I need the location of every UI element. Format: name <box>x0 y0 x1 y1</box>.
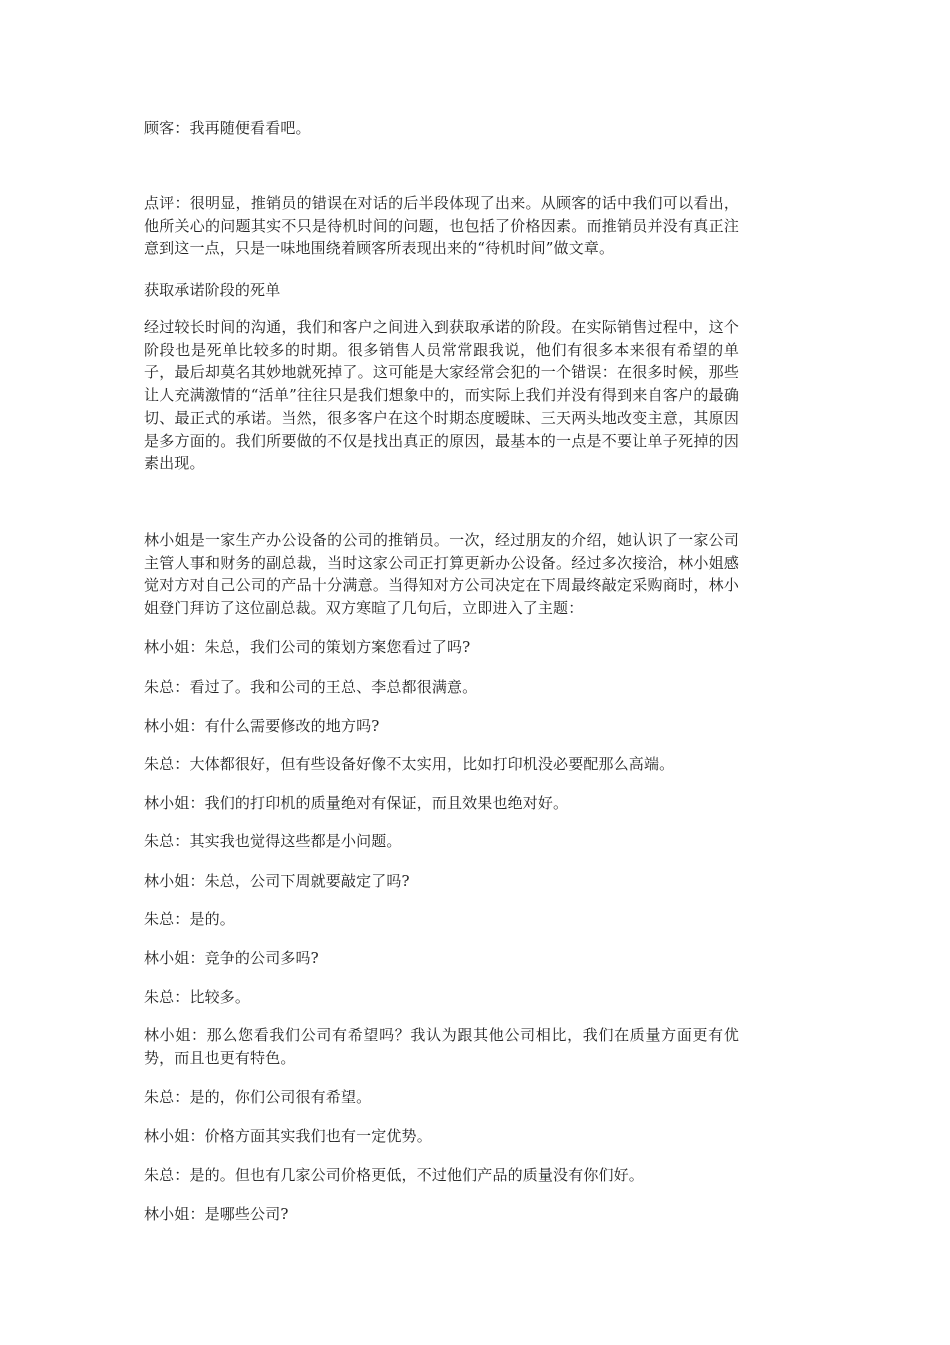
dialogue-line: 朱总：大体都很好，但有些设备好像不太实用，比如打印机没必要配那么高端。 <box>144 755 675 773</box>
dialogue-line: 林小姐：竞争的公司多吗? <box>144 949 319 967</box>
dialogue-line: 朱总：比较多。 <box>144 988 251 1006</box>
dialogue-line: 林小姐：我们的打印机的质量绝对有保证，而且效果也绝对好。 <box>144 794 569 812</box>
dialogue-line: 朱总：看过了。我和公司的王总、李总都很满意。 <box>144 678 478 696</box>
dialogue-line: 朱总：是的。 <box>144 910 235 928</box>
dialogue-line: 林小姐：有什么需要修改的地方吗? <box>144 717 380 735</box>
dialogue-line: 林小姐：朱总，公司下周就要敲定了吗? <box>144 872 410 890</box>
dialogue-line: 林小姐：那么您看我们公司有希望吗？我认为跟其他公司相比，我们在质量方面更有优势，而且也更有特色。 <box>144 1026 739 1067</box>
body-paragraph: 经过较长时间的沟通，我们和客户之间进入到获取承诺的阶段。在实际销售过程中，这个阶段也是死单比较多的时期。很多销售人员常常跟我说，他们有很多本来很有希望的单子，最后却莫名其妙地就死掉了。这可能是大家经常会犯的一个错误：在很多时候，那些让人充满激情的“活单”往往只是我们想象中的，而实际上我们并没有得到来自客户的最确切、最正式的承诺。当然，很多客户在这个时期态度暧昧、三天两头地改变主意，其原因是多方面的。我们所要做的不仅是找出真正的原因，最基本的一点是不要让单子死掉的因素出现。 <box>144 318 739 473</box>
dialogue-line: 朱总：其实我也觉得这些都是小问题。 <box>144 832 402 850</box>
dialogue-line: 朱总：是的，你们公司很有希望。 <box>144 1088 372 1106</box>
dialogue-line: 林小姐：价格方面其实我们也有一定优势。 <box>144 1127 432 1145</box>
commentary-paragraph: 点评：很明显，推销员的错误在对话的后半段体现了出来。从顾客的话中我们可以看出，他所关心的问题其实不只是待机时间的问题，也包括了价格因素。而推销员并没有真正注意到这一点，只是一味地围绕着顾客所表现出来的“待机时间”做文章。 <box>144 194 739 258</box>
case-intro-paragraph: 林小姐是一家生产办公设备的公司的推销员。一次，经过朋友的介绍，她认识了一家公司主管人事和财务的副总裁，当时这家公司正打算更新办公设备。经过多次接洽，林小姐感觉对方对自己公司的产品十分满意。当得知对方公司决定在下周最终敲定采购商时，林小姐登门拜访了这位副总裁。双方寒暄了几句后，立即进入了主题： <box>144 531 739 618</box>
dialogue-line: 朱总：是的。但也有几家公司价格更低，不过他们产品的质量没有你们好。 <box>144 1166 644 1184</box>
section-heading: 获取承诺阶段的死单 <box>144 281 281 299</box>
dialogue-line: 林小姐：朱总，我们公司的策划方案您看过了吗? <box>144 638 471 656</box>
dialogue-line: 林小姐：是哪些公司? <box>144 1205 289 1223</box>
dialogue-customer-line: 顾客：我再随便看看吧。 <box>144 119 311 137</box>
